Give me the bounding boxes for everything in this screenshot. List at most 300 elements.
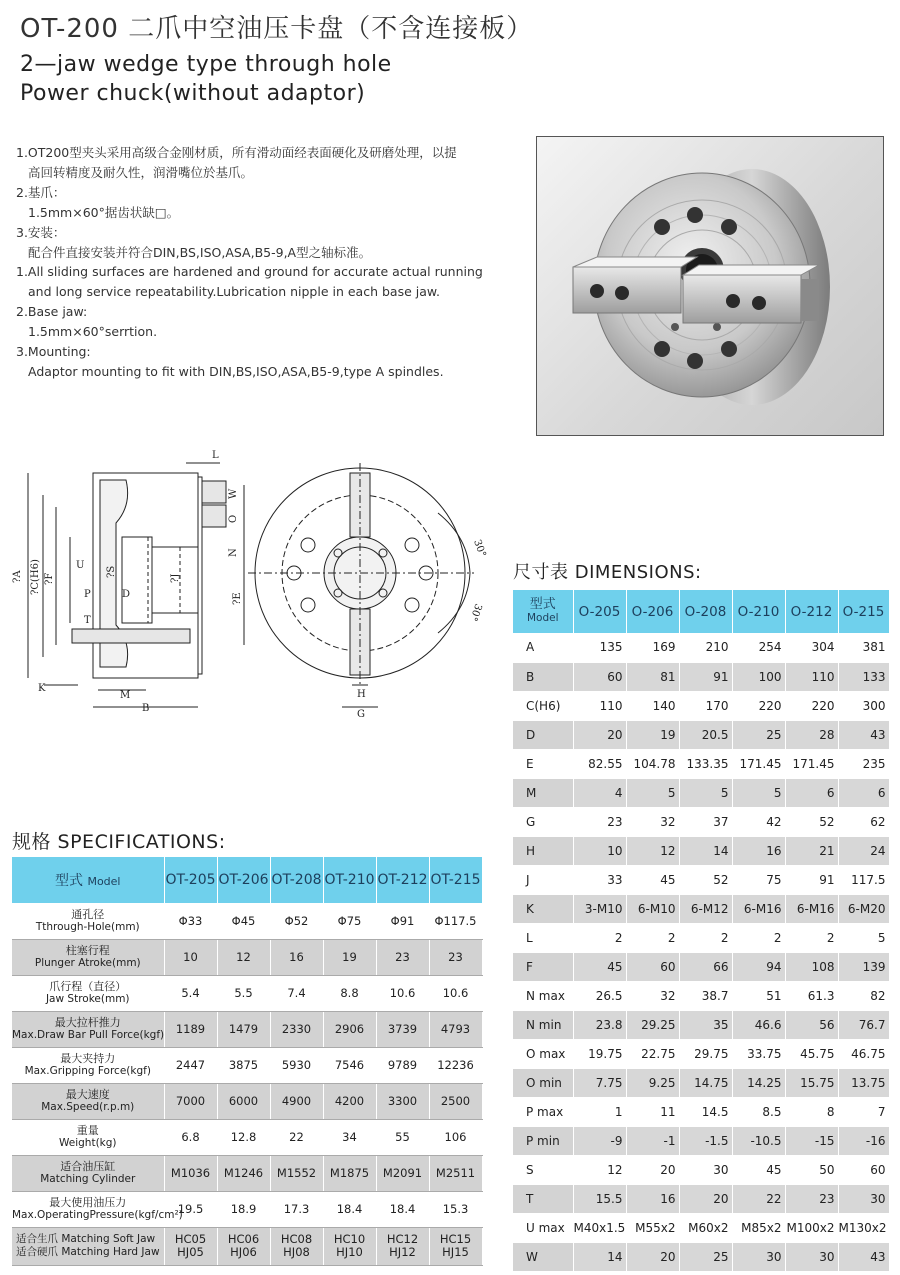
specification-value: 4200: [323, 1083, 376, 1119]
specification-label: [12, 1155, 164, 1191]
dimension-value: M40x1.5: [573, 1213, 626, 1242]
dimensions-row: [513, 923, 889, 952]
dimension-value: 300: [838, 691, 889, 720]
note-line: 2.Base jaw:: [16, 304, 88, 320]
dimension-label: S: [513, 1155, 573, 1184]
dimension-value: 110: [573, 691, 626, 720]
dimensions-row: [513, 894, 889, 923]
specification-value: 18.4: [376, 1191, 429, 1227]
dim-label-c: ?C(H6): [30, 559, 41, 595]
dimension-value: 33: [573, 865, 626, 894]
specification-value: 5.4: [164, 975, 217, 1011]
dimension-value: 35: [679, 1010, 732, 1039]
specification-label-en: Max.Speed(r.p.m): [41, 1101, 135, 1113]
specification-value: 15.3: [429, 1191, 482, 1227]
specifications-table: [12, 857, 483, 1266]
specification-value: 55: [376, 1119, 429, 1155]
dimension-value: 37: [679, 807, 732, 836]
specification-value: 34: [323, 1119, 376, 1155]
specification-value: Φ33: [164, 903, 217, 939]
dimension-value: 104.78: [626, 749, 679, 778]
dimension-value: 170: [679, 691, 732, 720]
dimension-label: L: [513, 923, 573, 952]
soft-jaw-value: HC08: [280, 1232, 313, 1246]
dimension-value: 100: [732, 662, 785, 691]
dimension-value: 2: [626, 923, 679, 952]
jaw-matching-value: [376, 1227, 429, 1265]
dimension-label: T: [513, 1184, 573, 1213]
model-column: OT-206: [217, 857, 270, 903]
soft-jaw-value: HC15: [439, 1232, 472, 1246]
specification-label-en: Weight(kg): [58, 1137, 117, 1149]
specification-value: M2091: [376, 1155, 429, 1191]
model-header-en: Model: [87, 875, 121, 888]
dimension-value: 19: [626, 720, 679, 749]
dimension-value: 13.75: [838, 1068, 889, 1097]
dimensions-row: [513, 1184, 889, 1213]
specification-value: 1479: [217, 1011, 270, 1047]
specification-value: 9789: [376, 1047, 429, 1083]
specifications-title: 规格 SPECIFICATIONS:: [12, 831, 226, 853]
subtitle-line-1: 2—jaw wedge type through hole: [20, 52, 392, 77]
dimension-value: 304: [785, 633, 838, 662]
dimension-value: 23.8: [573, 1010, 626, 1039]
dimension-value: 6-M12: [679, 894, 732, 923]
dimension-value: 32: [626, 981, 679, 1010]
dim-label-k: K: [38, 683, 46, 694]
dimension-value: 169: [626, 633, 679, 662]
specification-value: 8.8: [323, 975, 376, 1011]
specification-value: 17.3: [270, 1191, 323, 1227]
dimension-value: 2: [732, 923, 785, 952]
dimensions-row: [513, 662, 889, 691]
dimension-value: 16: [626, 1184, 679, 1213]
dimension-label: N min: [513, 1010, 573, 1039]
specification-value: M1246: [217, 1155, 270, 1191]
note-line: 1.All sliding surfaces are hardened and ground for accurate actual running: [16, 264, 483, 280]
dimensions-row: [513, 865, 889, 894]
dim-label-u: U: [76, 560, 85, 571]
dimension-value: 6-M16: [732, 894, 785, 923]
dimension-value: 3-M10: [573, 894, 626, 923]
dimension-value: 45: [626, 865, 679, 894]
jaw-matching-value: [323, 1227, 376, 1265]
dimension-value: 171.45: [785, 749, 838, 778]
specification-label-cn: 适合油压缸: [60, 1160, 116, 1173]
specifications-row: [12, 975, 482, 1011]
dimension-label: A: [513, 633, 573, 662]
model-column: O-205: [573, 590, 626, 633]
dimensions-row: [513, 633, 889, 662]
dimension-value: M130x2: [838, 1213, 889, 1242]
dimension-value: 1: [573, 1097, 626, 1126]
dimension-value: 2: [785, 923, 838, 952]
dim-label-l: L: [212, 450, 219, 461]
front-view: [248, 463, 474, 707]
dimension-value: 23: [785, 1184, 838, 1213]
dimension-value: 14: [573, 1242, 626, 1271]
dimension-value: -1: [626, 1126, 679, 1155]
dimension-value: 135: [573, 633, 626, 662]
specification-value: Φ45: [217, 903, 270, 939]
dimension-value: M55x2: [626, 1213, 679, 1242]
model-column: O-206: [626, 590, 679, 633]
specification-value: 3300: [376, 1083, 429, 1119]
model-header: [513, 590, 573, 633]
subtitle-line-2: Power chuck(without adaptor): [20, 81, 366, 106]
specification-label: [12, 1191, 183, 1227]
specifications-row: [12, 1047, 482, 1083]
dimension-value: 14.5: [679, 1097, 732, 1126]
dimension-value: 4: [573, 778, 626, 807]
hard-jaw-value: HJ10: [336, 1245, 363, 1259]
dimensions-row: [513, 1010, 889, 1039]
dimension-value: 19.75: [573, 1039, 626, 1068]
dimension-label: O max: [513, 1039, 573, 1068]
dimension-value: 25: [679, 1242, 732, 1271]
dimension-value: 46.6: [732, 1010, 785, 1039]
dimension-value: 210: [679, 633, 732, 662]
specification-value: 16: [270, 939, 323, 975]
dimension-value: 29.75: [679, 1039, 732, 1068]
dimension-label: F: [513, 952, 573, 981]
specification-label: [12, 1119, 164, 1155]
dim-label-h: H: [357, 689, 366, 700]
chuck-photo: [536, 136, 884, 436]
dimension-value: 2: [573, 923, 626, 952]
dimension-value: 171.45: [732, 749, 785, 778]
page-subtitle: [20, 50, 392, 108]
dimensions-row: [513, 1097, 889, 1126]
dimension-value: 6-M16: [785, 894, 838, 923]
specification-label: [12, 1011, 164, 1047]
dimension-value: 75: [732, 865, 785, 894]
specification-value: 10.6: [376, 975, 429, 1011]
dimension-label: D: [513, 720, 573, 749]
jaw-matching-row: [12, 1227, 482, 1265]
model-header-cn: 型式: [55, 873, 83, 889]
specification-value: 3875: [217, 1047, 270, 1083]
dimension-value: 254: [732, 633, 785, 662]
dim-label-g: G: [357, 709, 365, 720]
page-title: OT-200 二爪中空油压卡盘（不含连接板）: [20, 14, 534, 44]
dimension-value: 91: [785, 865, 838, 894]
dimension-value: 140: [626, 691, 679, 720]
dimension-value: 220: [732, 691, 785, 720]
dimension-value: 133: [838, 662, 889, 691]
dimension-value: 52: [679, 865, 732, 894]
model-header-en: Model: [526, 612, 559, 624]
specification-value: 2500: [429, 1083, 482, 1119]
specification-label-cn: 最大使用油压力: [49, 1196, 127, 1209]
dim-label-j: ?J: [170, 573, 181, 583]
specification-value: 10: [164, 939, 217, 975]
note-line: 1.5mm×60°据齿状缺□。: [28, 204, 180, 220]
dimension-label: N max: [513, 981, 573, 1010]
dim-label-f: ?F: [44, 572, 55, 585]
dimension-value: 10: [573, 836, 626, 865]
specification-label-en: Max.OperatingPressure(kgf/cm²): [12, 1209, 183, 1221]
specification-value: 19: [323, 939, 376, 975]
dimension-value: -10.5: [732, 1126, 785, 1155]
specification-label-en: Max.Draw Bar Pull Force(kgf): [12, 1029, 165, 1041]
dimension-value: 38.7: [679, 981, 732, 1010]
dimension-value: 42: [732, 807, 785, 836]
specification-value: 2906: [323, 1011, 376, 1047]
specifications-row: [12, 1011, 482, 1047]
dimension-value: 43: [838, 1242, 889, 1271]
dimension-value: 8: [785, 1097, 838, 1126]
dimension-value: 6: [838, 778, 889, 807]
dimension-value: 6-M10: [626, 894, 679, 923]
dimension-value: 23: [573, 807, 626, 836]
dimension-value: 52: [785, 807, 838, 836]
model-column: O-215: [838, 590, 889, 633]
specification-value: Φ52: [270, 903, 323, 939]
dimension-value: 20: [573, 720, 626, 749]
dimensions-row: [513, 836, 889, 865]
dimension-value: M85x2: [732, 1213, 785, 1242]
model-column: O-208: [679, 590, 732, 633]
specification-label-cn: 爪行程（直径）: [49, 980, 127, 993]
specification-value: 12: [217, 939, 270, 975]
specification-label: [12, 1083, 164, 1119]
note-line: 3.安装：: [16, 224, 66, 240]
dimensions-row: [513, 778, 889, 807]
specification-value: 7.4: [270, 975, 323, 1011]
dimension-value: 5: [838, 923, 889, 952]
specifications-row: [12, 939, 482, 975]
dimension-value: 12: [626, 836, 679, 865]
model-column: OT-212: [376, 857, 429, 903]
dimension-value: 76.7: [838, 1010, 889, 1039]
dimension-value: 45.75: [785, 1039, 838, 1068]
specification-value: 12.8: [217, 1119, 270, 1155]
specification-value: 23: [376, 939, 429, 975]
dimension-value: 381: [838, 633, 889, 662]
note-line: 高回转精度及耐久性，润滑嘴位於基爪。: [28, 164, 254, 180]
dimension-value: 56: [785, 1010, 838, 1039]
dim-label-b: B: [142, 703, 150, 714]
note-line: 配合件直接安装并符合DIN,BS,ISO,ASA,B5-9,A型之轴标准。: [28, 244, 372, 260]
dimension-value: 51: [732, 981, 785, 1010]
dimension-value: 14: [679, 836, 732, 865]
dim-label-t: T: [84, 615, 91, 626]
dimension-label: B: [513, 662, 573, 691]
soft-jaw-label: 适合生爪 Matching Soft Jaw: [16, 1233, 156, 1245]
dimension-value: 117.5: [838, 865, 889, 894]
model-column: OT-215: [429, 857, 482, 903]
specification-value: 4793: [429, 1011, 482, 1047]
specification-value: 106: [429, 1119, 482, 1155]
dimension-value: 8.5: [732, 1097, 785, 1126]
dimension-label: J: [513, 865, 573, 894]
side-view: [28, 463, 244, 707]
note-line: Adaptor mounting to fit with DIN,BS,ISO,ASA,B5-9,type A spindles.: [28, 363, 444, 379]
dimension-value: 50: [785, 1155, 838, 1184]
dimension-value: M100x2: [785, 1213, 838, 1242]
dimension-value: 66: [679, 952, 732, 981]
specification-value: 7546: [323, 1047, 376, 1083]
dimensions-row: [513, 1126, 889, 1155]
specification-value: 3739: [376, 1011, 429, 1047]
note-line: 3.Mounting:: [16, 344, 91, 360]
dimension-label: W: [513, 1242, 573, 1271]
dimension-value: 11: [626, 1097, 679, 1126]
dimension-value: -16: [838, 1126, 889, 1155]
dim-label-p: P: [84, 589, 91, 600]
dimension-label: E: [513, 749, 573, 778]
specification-value: M1552: [270, 1155, 323, 1191]
angle-label-lower: 30°: [467, 601, 484, 623]
specification-label-cn: 通孔径: [71, 907, 105, 921]
dimension-value: 33.75: [732, 1039, 785, 1068]
dimension-value: 46.75: [838, 1039, 889, 1068]
dimensions-row: [513, 1039, 889, 1068]
dimension-label: G: [513, 807, 573, 836]
dimension-value: 29.25: [626, 1010, 679, 1039]
dimensions-row: [513, 952, 889, 981]
jaw-matching-label: [12, 1227, 164, 1265]
note-line: and long service repeatability.Lubrication nipple in each base jaw.: [28, 284, 440, 300]
specification-label-cn: 最大夹持力: [60, 1052, 116, 1065]
dimension-label: C(H6): [513, 691, 573, 720]
dimension-value: 60: [573, 662, 626, 691]
hard-jaw-value: HJ15: [442, 1245, 469, 1259]
dimensions-row: [513, 1213, 889, 1242]
dimension-value: 43: [838, 720, 889, 749]
dimension-value: 30: [838, 1184, 889, 1213]
dimension-value: 62: [838, 807, 889, 836]
specification-value: 7000: [164, 1083, 217, 1119]
dimension-value: 22.75: [626, 1039, 679, 1068]
dimension-value: 15.75: [785, 1068, 838, 1097]
dimensions-row: [513, 1155, 889, 1184]
dimensions-row: [513, 807, 889, 836]
dimension-value: 30: [679, 1155, 732, 1184]
specification-value: 22: [270, 1119, 323, 1155]
hard-jaw-label: 适合硬爪 Matching Hard Jaw: [16, 1246, 160, 1258]
dimension-value: 15.5: [573, 1184, 626, 1213]
dimension-value: 20: [626, 1242, 679, 1271]
soft-jaw-value: HC10: [333, 1232, 366, 1246]
soft-jaw-value: HC12: [386, 1232, 419, 1246]
specification-label-cn: 重量: [76, 1124, 99, 1137]
note-line: 1.OT200型夹头采用高级合金刚材质，所有滑动面经表面硬化及研磨处理，以提: [16, 145, 457, 160]
specification-value: 1189: [164, 1011, 217, 1047]
specification-value: M2511: [429, 1155, 482, 1191]
dimension-value: 45: [732, 1155, 785, 1184]
note-line: 2.基爪：: [16, 184, 66, 200]
specifications-header-row: [12, 857, 482, 903]
dimension-value: 7.75: [573, 1068, 626, 1097]
jaw-matching-value: [429, 1227, 482, 1265]
model-column: O-212: [785, 590, 838, 633]
dimension-value: 82: [838, 981, 889, 1010]
dimension-value: 16: [732, 836, 785, 865]
dimension-value: 5: [679, 778, 732, 807]
specification-value: 18.9: [217, 1191, 270, 1227]
model-column: OT-208: [270, 857, 323, 903]
soft-jaw-value: HC06: [227, 1232, 260, 1246]
jaw-matching-value: [270, 1227, 323, 1265]
specification-value: Φ91: [376, 903, 429, 939]
specifications-row: [12, 1119, 482, 1155]
dimension-value: 91: [679, 662, 732, 691]
dimension-value: -9: [573, 1126, 626, 1155]
dim-label-d: D: [122, 589, 131, 600]
specification-label: [12, 939, 164, 975]
hard-jaw-value: HJ12: [389, 1245, 416, 1259]
specification-label: [12, 903, 164, 939]
note-line: 1.5mm×60°serrtion.: [28, 324, 158, 340]
dimension-value: 110: [785, 662, 838, 691]
specification-value: M1036: [164, 1155, 217, 1191]
dimensions-row: [513, 981, 889, 1010]
dimension-value: 20: [626, 1155, 679, 1184]
hard-jaw-value: HJ08: [283, 1245, 310, 1259]
dimension-label: O min: [513, 1068, 573, 1097]
dimension-label: K: [513, 894, 573, 923]
model-column: O-210: [732, 590, 785, 633]
dimension-value: 81: [626, 662, 679, 691]
specification-value: 23: [429, 939, 482, 975]
specification-value: M1875: [323, 1155, 376, 1191]
specifications-row: [12, 903, 482, 939]
specification-label-en: Tthrough-Hole(mm): [35, 920, 140, 933]
model-column: OT-210: [323, 857, 376, 903]
specification-label-cn: 最大拉杆推力: [54, 1016, 121, 1029]
specification-value: 2330: [270, 1011, 323, 1047]
dimension-value: 6-M20: [838, 894, 889, 923]
specification-label-en: Jaw Stroke(mm): [45, 993, 130, 1005]
dimension-value: 5: [732, 778, 785, 807]
dimension-value: 5: [626, 778, 679, 807]
dimensions-row: [513, 720, 889, 749]
dimension-value: 6: [785, 778, 838, 807]
dimension-value: 82.55: [573, 749, 626, 778]
specification-value: 5930: [270, 1047, 323, 1083]
dimension-value: 26.5: [573, 981, 626, 1010]
dim-label-w: W: [228, 488, 239, 499]
model-column: OT-205: [164, 857, 217, 903]
specification-value: Φ75: [323, 903, 376, 939]
model-header-cn: 型式: [529, 597, 556, 612]
dimension-label: M: [513, 778, 573, 807]
hard-jaw-value: HJ05: [177, 1245, 204, 1259]
dim-label-s: ?S: [106, 565, 117, 578]
specifications-row: [12, 1083, 482, 1119]
dimension-label: P max: [513, 1097, 573, 1126]
model-header: [12, 857, 164, 903]
specification-value: 6000: [217, 1083, 270, 1119]
specification-value: 2447: [164, 1047, 217, 1083]
dimension-value: 14.25: [732, 1068, 785, 1097]
dimension-value: 30: [732, 1242, 785, 1271]
specifications-row: [12, 1191, 482, 1227]
dimension-value: 32: [626, 807, 679, 836]
chuck-illustration: [537, 137, 884, 436]
dim-label-o: O: [228, 514, 239, 523]
dimension-value: 220: [785, 691, 838, 720]
dim-label-a: ?A: [12, 570, 23, 583]
dimensions-row: [513, 691, 889, 720]
specification-label: [12, 1047, 164, 1083]
dimension-value: 133.35: [679, 749, 732, 778]
jaw-matching-value: [217, 1227, 270, 1265]
dimension-value: 20.5: [679, 720, 732, 749]
dimensions-header-row: [513, 590, 889, 633]
